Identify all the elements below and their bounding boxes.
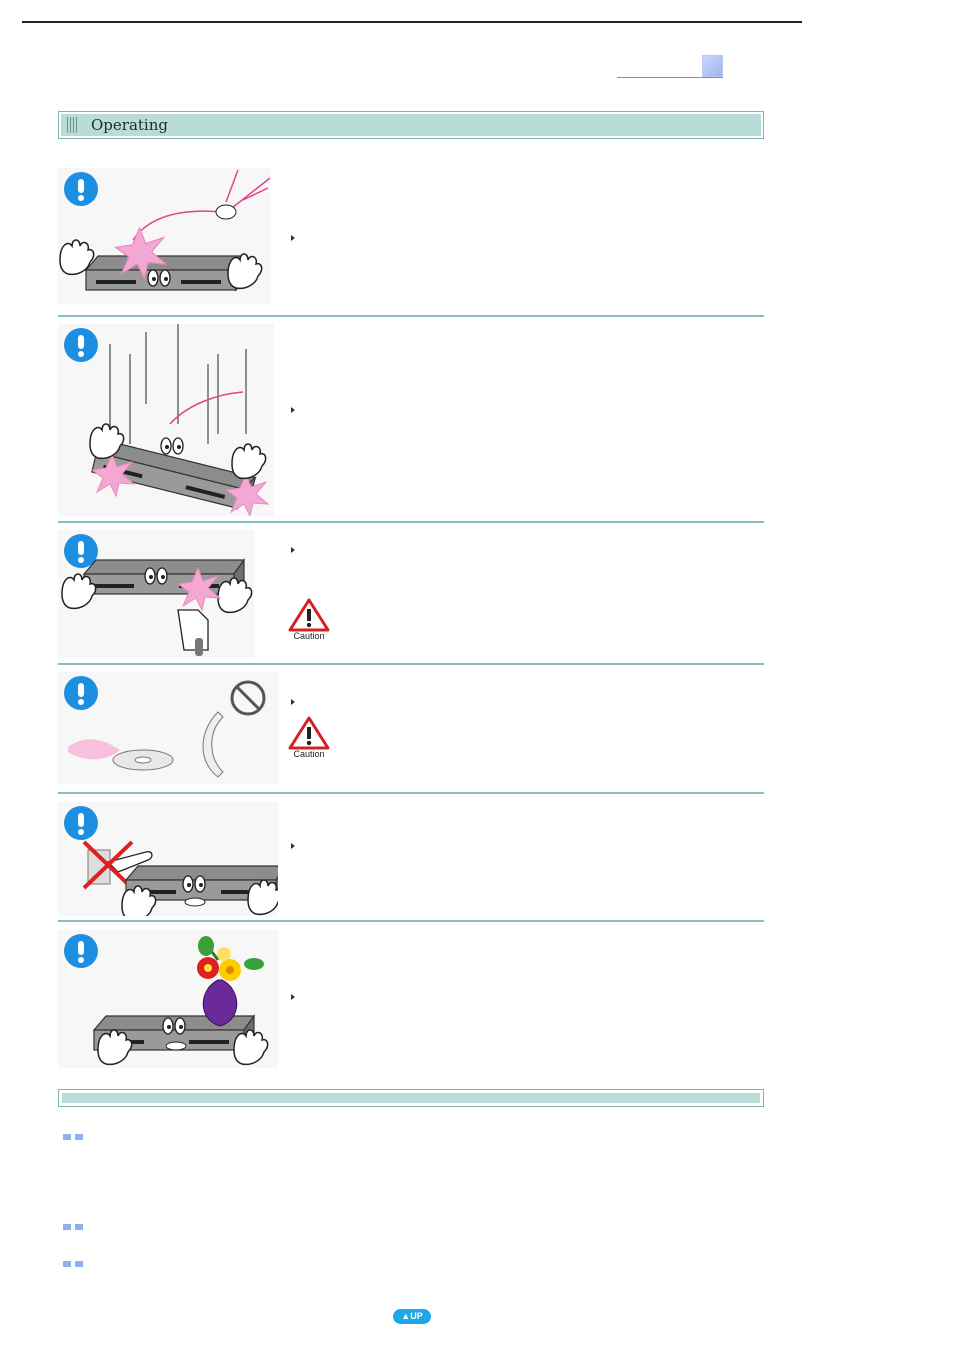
disc-handling-illustration (58, 672, 278, 784)
device-hit-illustration (58, 168, 270, 304)
device-poked-illustration (58, 530, 254, 658)
section-title: Operating (91, 116, 168, 134)
bullet-arrow-icon (291, 843, 295, 849)
bullet-arrow-icon (291, 699, 295, 705)
row-separator (58, 521, 764, 523)
caution-icon (288, 716, 330, 760)
note-marker-icon (63, 1134, 85, 1142)
header-bars-icon (67, 117, 77, 133)
top-rule (22, 21, 802, 23)
section-header (58, 111, 764, 139)
footer-bar (58, 1089, 764, 1107)
row-5 (58, 800, 764, 918)
unplug-illustration (58, 802, 278, 916)
bullet-arrow-icon (291, 547, 295, 553)
row-separator (58, 920, 764, 922)
caution-icon (288, 598, 330, 642)
exclamation-icon (64, 172, 98, 206)
vase-on-device-illustration (58, 930, 278, 1068)
exclamation-icon (64, 934, 98, 968)
nav-link-underline[interactable] (617, 77, 723, 78)
row-4 (58, 670, 764, 788)
row-6 (58, 928, 764, 1072)
row-2 (58, 322, 764, 518)
bullet-arrow-icon (291, 994, 295, 1000)
note-marker-icon (63, 1224, 85, 1232)
up-label: UP (410, 1311, 423, 1321)
exclamation-icon (64, 328, 98, 362)
row-separator (58, 663, 764, 665)
row-separator (58, 315, 764, 317)
nav-link-icon[interactable] (702, 55, 723, 77)
up-button[interactable]: ▲UP (393, 1309, 431, 1324)
exclamation-icon (64, 676, 98, 710)
row-separator (58, 792, 764, 794)
caution-label: Caution (293, 749, 325, 759)
row-1 (58, 166, 764, 308)
bullet-arrow-icon (291, 235, 295, 241)
bullet-arrow-icon (291, 407, 295, 413)
note-marker-icon (63, 1261, 85, 1269)
row-3 (58, 528, 764, 660)
device-dropped-illustration (58, 324, 274, 516)
exclamation-icon (64, 806, 98, 840)
caution-label: Caution (293, 631, 325, 641)
